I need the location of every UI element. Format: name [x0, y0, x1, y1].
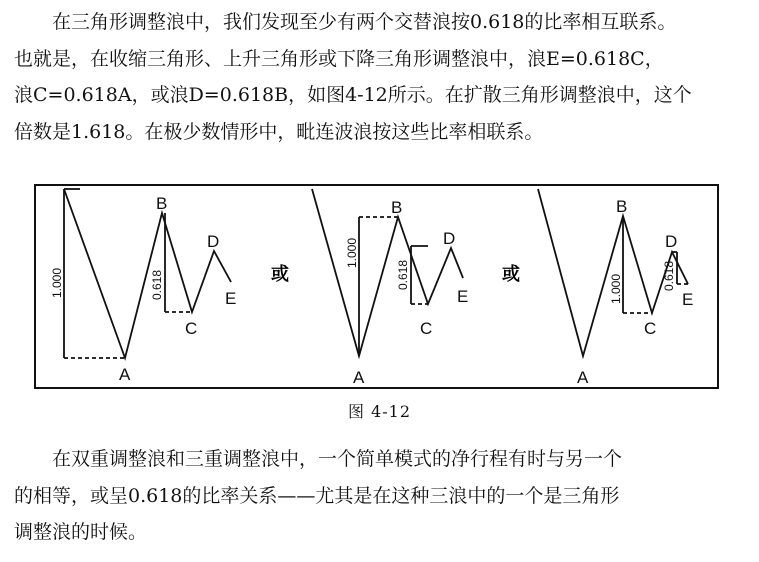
ratio-label-short: 0.618: [662, 260, 676, 291]
point-label-a: A: [577, 368, 589, 387]
text-line: 调整浪的时候。: [14, 521, 148, 543]
text-line: 也就是，在收缩三角形、上升三角形或下降三角形调整浪中，浪E=0.618C，: [14, 47, 664, 70]
ratio-label-short: 0.618: [396, 259, 410, 290]
ratio-label-long: 1.000: [609, 273, 623, 304]
point-label-c: C: [420, 319, 433, 338]
diagram-contracting-triangle-2: [312, 189, 463, 356]
text-line: 倍数是1.618。在极少数情形中，毗连波浪按这些比率相联系。: [14, 120, 544, 143]
text-line: 浪C=0.618A，或浪D=0.618B，如图4-12所示。在扩散三角形调整浪中，这个: [14, 84, 692, 106]
diagram-contracting-triangle-1: [64, 189, 231, 358]
text-line: 在三角形调整浪中，我们发现至少有两个交替浪按0.618的比率相互联系。: [52, 11, 677, 33]
text-line: 的相等，或呈0.618的比率关系——尤其是在这种三浪中的一个是三角形: [14, 484, 620, 507]
figure-caption: 图 4-12: [347, 402, 412, 421]
point-label-a: A: [119, 365, 131, 384]
wave-path: [312, 189, 463, 356]
point-label-e: E: [225, 289, 237, 308]
diagram-labels-3: [577, 197, 693, 387]
point-label-e: E: [682, 290, 694, 309]
point-label-a: A: [353, 368, 365, 387]
point-label-c: C: [644, 319, 657, 338]
text-line: 在双重调整浪和三重调整浪中，一个简单模式的净行程有时与另一个: [52, 448, 623, 470]
point-label-d: D: [665, 232, 678, 251]
connector-or-2: 或: [502, 264, 520, 285]
diagram-labels-2: [345, 198, 468, 387]
point-label-d: D: [443, 229, 456, 248]
point-label-b: B: [616, 197, 628, 216]
wave-path: [64, 189, 231, 358]
point-label-e: E: [457, 287, 469, 306]
ratio-label-long: 1.000: [50, 267, 64, 298]
ratio-label-long: 1.000: [345, 237, 359, 268]
paragraph-2: [14, 441, 744, 551]
point-label-b: B: [391, 198, 403, 217]
connector-or-1: 或: [271, 264, 289, 285]
ratio-label-short: 0.618: [150, 269, 164, 300]
point-label-b: B: [156, 194, 168, 213]
point-label-d: D: [207, 232, 220, 251]
point-label-c: C: [185, 319, 198, 338]
